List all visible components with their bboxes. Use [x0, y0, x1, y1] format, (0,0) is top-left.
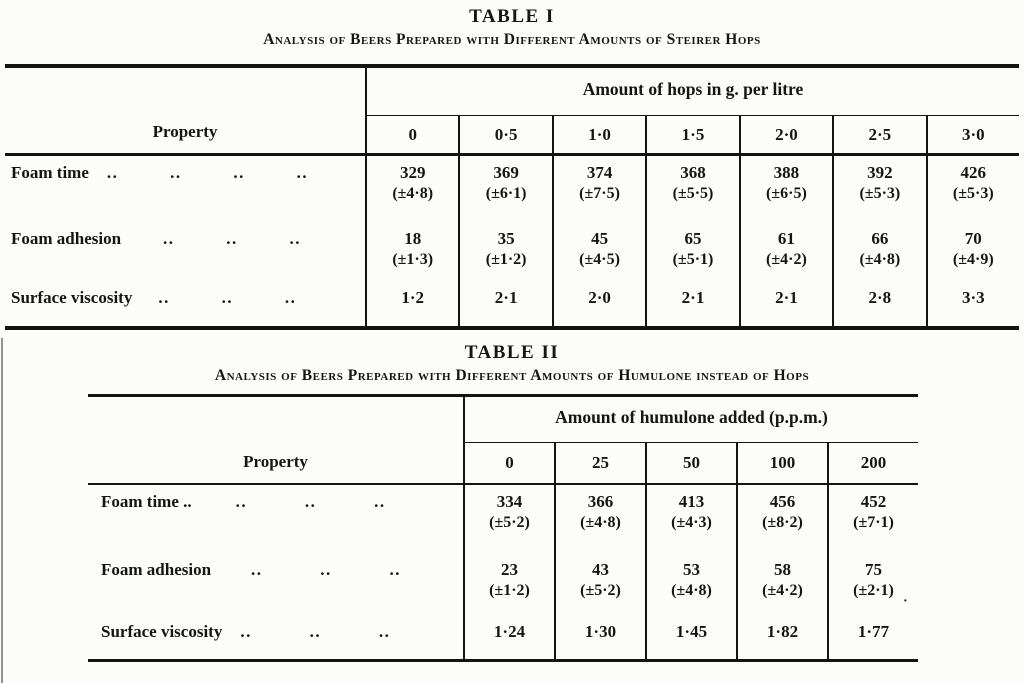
table2-cell [827, 485, 918, 553]
cell-value: 23 [501, 560, 518, 579]
cell-error: (±4·9) [952, 251, 994, 268]
cell-error: (±4·2) [766, 251, 807, 268]
row-label-text: Foam time .. [101, 492, 192, 511]
cell-value: 388 [773, 163, 800, 182]
cell-value: 58 [774, 560, 791, 579]
table1-cell [365, 281, 458, 326]
cell-value: 45 [591, 229, 609, 248]
row-label-text: Surface viscosity [11, 288, 133, 307]
cell-value: 1·77 [857, 622, 890, 641]
cell-value: 1·24 [493, 622, 526, 641]
table1-cell [645, 222, 738, 281]
table2-cell [736, 615, 827, 659]
table1-col-header: 0 [365, 116, 458, 156]
cell-value: 452 [860, 492, 887, 511]
table2-title: TABLE II [464, 342, 560, 363]
cell-error: (±1·2) [489, 582, 530, 599]
row-label-text: Foam adhesion [11, 229, 122, 248]
cell-value: 1·2 [401, 288, 425, 307]
row-label-text: Foam time [11, 163, 89, 182]
cell-error: (±5·5) [672, 185, 714, 202]
table1-cell [365, 222, 458, 281]
table2-cell [827, 615, 918, 659]
cell-error: (±1·3) [392, 251, 434, 268]
table1-cell [926, 222, 1019, 281]
table1-cell [458, 281, 551, 326]
table1-cell [645, 281, 738, 326]
cell-value: 334 [496, 492, 523, 511]
cell-value: 2·0 [588, 288, 611, 307]
cell-value: 1·45 [675, 622, 708, 641]
dot-leader: .. .. .. [158, 288, 297, 307]
table1-cell [926, 156, 1019, 222]
table2-cell [463, 485, 554, 553]
cell-error: (±4·5) [579, 251, 620, 268]
table1-row-label [5, 281, 365, 326]
table2-property-header: Property [88, 397, 463, 485]
table2-cell [645, 615, 736, 659]
cell-error: (±7·5) [579, 185, 620, 202]
table2-cell [645, 553, 736, 615]
table2-row-label [88, 615, 463, 659]
table1-col-header: 1·5 [645, 116, 738, 156]
table1-cell [739, 281, 832, 326]
scan-dot-artifact: · [903, 594, 908, 609]
table2-heading-block [0, 342, 1024, 385]
table1-cell [739, 156, 832, 222]
table1-col-header: 1·0 [552, 116, 645, 156]
table2-col-header: 50 [645, 443, 736, 485]
table2-cell [554, 485, 645, 553]
cell-value: 65 [684, 229, 702, 248]
cell-value: 3·3 [961, 288, 985, 307]
cell-value: 2·8 [868, 288, 892, 307]
table2-col-header: 25 [554, 443, 645, 485]
cell-value: 2·1 [775, 288, 798, 307]
cell-error: (±4·8) [859, 251, 901, 268]
cell-error: (±6·5) [766, 185, 807, 202]
table1-cell [832, 156, 925, 222]
table1-col-header: 0·5 [458, 116, 551, 156]
cell-error: (±5·2) [489, 514, 530, 531]
cell-value: 2·1 [681, 288, 705, 307]
cell-error: (±4·2) [762, 582, 803, 599]
table2-col-header: 200 [827, 443, 918, 485]
table2-subtitle: Analysis of Beers Prepared with Different Amounts of Humulone instead of Hops [214, 367, 810, 384]
table1-cell [552, 281, 645, 326]
row-label-text: Surface viscosity [101, 622, 223, 641]
table1-cell [552, 222, 645, 281]
cell-error: (±2·1) [853, 582, 894, 599]
cell-value: 53 [683, 560, 700, 579]
table1-group-header: Amount of hops in g. per litre [365, 68, 1019, 116]
table1-cell [832, 281, 925, 326]
dot-leader: .. .. .. .. [106, 163, 309, 182]
table1-row-label [5, 222, 365, 281]
cell-error: (±5·3) [859, 185, 901, 202]
scanned-paper-page [0, 6, 1024, 683]
cell-value: 1·82 [766, 622, 799, 641]
cell-value: 18 [404, 229, 422, 248]
cell-value: 369 [493, 163, 519, 182]
table1-col-header: 2·0 [739, 116, 832, 156]
table1-col-header: 3·0 [926, 116, 1019, 156]
table2-group-header: Amount of humulone added (p.p.m.) [463, 397, 918, 443]
cell-value: 35 [497, 229, 515, 248]
cell-value: 61 [777, 229, 795, 248]
dot-leader: .. .. .. [240, 622, 391, 641]
cell-error: (±8·2) [762, 514, 803, 531]
table2 [88, 394, 918, 662]
table2-cell [554, 615, 645, 659]
dot-leader: .. .. .. [251, 560, 402, 579]
row-label-text: Foam adhesion [101, 560, 212, 579]
cell-value: 2·1 [494, 288, 518, 307]
dot-leader: .. .. .. [163, 229, 302, 248]
table1-cell [739, 222, 832, 281]
cell-value: 413 [678, 492, 705, 511]
cell-value: 329 [399, 163, 426, 182]
cell-value: 1·30 [584, 622, 617, 641]
cell-value: 392 [867, 163, 893, 182]
table2-cell [645, 485, 736, 553]
table1-row-label [5, 156, 365, 222]
cell-value: 374 [586, 163, 613, 182]
cell-error: (±5·2) [580, 582, 621, 599]
cell-value: 456 [769, 492, 796, 511]
table1-subtitle: Analysis of Beers Prepared with Different Amounts of Steirer Hops [263, 31, 761, 48]
cell-error: (±5·1) [672, 251, 714, 268]
table1-cell [926, 281, 1019, 326]
cell-error: (±1·2) [485, 251, 527, 268]
cell-error: (±6·1) [485, 185, 527, 202]
table1 [5, 64, 1019, 330]
cell-value: 75 [865, 560, 882, 579]
cell-value: 66 [871, 229, 889, 248]
cell-error: (±4·3) [671, 514, 712, 531]
table1-col-header: 2·5 [832, 116, 925, 156]
cell-error: (±5·3) [952, 185, 994, 202]
table2-cell [736, 553, 827, 615]
table1-cell [832, 222, 925, 281]
cell-value: 366 [587, 492, 614, 511]
cell-value: 368 [680, 163, 706, 182]
table1-cell [552, 156, 645, 222]
dot-leader: .. .. .. [235, 492, 386, 511]
table1-cell [645, 156, 738, 222]
scan-edge-artifact [1, 338, 3, 683]
table2-row-label [88, 553, 463, 615]
table2-cell [736, 485, 827, 553]
table1-heading-block [0, 6, 1024, 49]
cell-error: (±4·8) [671, 582, 712, 599]
cell-value: 426 [960, 163, 987, 182]
table2-cell [463, 553, 554, 615]
table2-cell [554, 553, 645, 615]
table1-cell [365, 156, 458, 222]
cell-error: (±4·8) [392, 185, 434, 202]
table1-title: TABLE I [469, 6, 555, 27]
cell-value: 70 [964, 229, 982, 248]
table2-cell [463, 615, 554, 659]
table2-col-header: 100 [736, 443, 827, 485]
table1-property-header: Property [5, 68, 365, 156]
table2-col-header: 0 [463, 443, 554, 485]
table1-cell [458, 156, 551, 222]
table1-cell [458, 222, 551, 281]
table2-row-label [88, 485, 463, 553]
cell-error: (±4·8) [580, 514, 621, 531]
cell-error: (±7·1) [853, 514, 894, 531]
cell-value: 43 [592, 560, 609, 579]
